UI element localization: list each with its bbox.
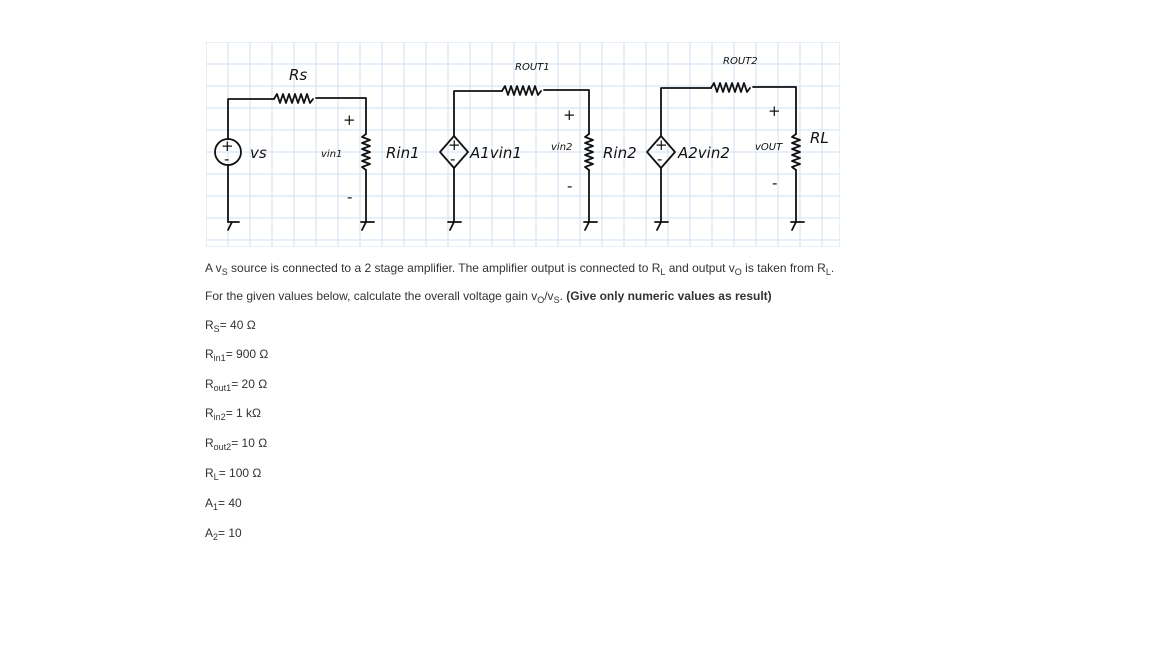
svg-text:+: +: [563, 106, 576, 124]
q1-text-d: is taken from R: [741, 261, 826, 275]
rout2-label: ROUT2: [723, 56, 758, 67]
value-rl: [205, 466, 261, 480]
vin1-label: vin1: [321, 149, 343, 160]
value-base: R: [205, 347, 214, 361]
value-rest: = 20 Ω: [231, 377, 268, 391]
value-base: R: [205, 377, 214, 391]
a2vin2-label: A2vin2: [678, 144, 730, 162]
value-base: R: [205, 406, 214, 420]
question-line-2: [205, 289, 772, 303]
value-sub: 1: [213, 502, 219, 512]
circuit-diagram: [206, 42, 840, 247]
value-sub: 2: [213, 532, 219, 542]
q2-instruction-bold: (Give only numeric values as result): [566, 289, 772, 303]
rout1-label: ROUT1: [515, 62, 550, 73]
value-base: A: [205, 496, 214, 510]
value-rout1: [205, 377, 267, 391]
svg-text:-: -: [450, 150, 456, 168]
rin2-label: Rin2: [603, 144, 637, 162]
rin1-label: Rin1: [386, 144, 420, 162]
rl-label: RL: [810, 129, 829, 147]
value-rest: = 10 Ω: [231, 436, 268, 450]
a1vin1-label: A1vin1: [470, 144, 522, 162]
rs-label: Rs: [289, 66, 308, 84]
svg-text:-: -: [657, 150, 663, 168]
vin2-label: vin2: [551, 142, 573, 153]
value-a1: [205, 496, 242, 510]
q1-text-b: source is connected to a 2 stage amplifier. The amplifier output is connected to R: [227, 261, 661, 275]
value-sub: out2: [213, 442, 232, 452]
vs-label: vs: [250, 144, 267, 162]
value-rest: = 10: [218, 526, 242, 540]
q1-sub-s: S: [221, 267, 228, 277]
value-base: R: [205, 466, 214, 480]
q1-sub-l: L: [660, 267, 666, 277]
q1-text-a: A v: [205, 261, 222, 275]
value-rest: = 40 Ω: [219, 318, 256, 332]
value-rest: = 900 Ω: [225, 347, 269, 361]
svg-text:+: +: [221, 137, 234, 155]
vout-label: vOUT: [755, 142, 783, 153]
value-rin1: [205, 347, 268, 361]
q1-text-c: and output v: [665, 261, 735, 275]
q2-text-b: /v: [544, 289, 554, 303]
svg-text:-: -: [567, 177, 573, 195]
value-sub: in2: [213, 412, 226, 422]
svg-text:+: +: [343, 111, 356, 129]
value-sub: in1: [213, 353, 226, 363]
q2-text-a: For the given values below, calculate the overall voltage gain v: [205, 289, 538, 303]
value-sub: L: [213, 472, 219, 482]
q2-text-c: .: [559, 289, 567, 303]
svg-text:-: -: [772, 174, 778, 192]
svg-text:+: +: [448, 136, 461, 154]
value-rs: [205, 318, 256, 332]
value-rout2: [205, 436, 267, 450]
q1-text-e: .: [830, 261, 835, 275]
svg-text:-: -: [347, 188, 353, 206]
svg-text:-: -: [224, 150, 230, 168]
svg-text:+: +: [655, 136, 668, 154]
value-sub: out1: [213, 383, 232, 393]
value-rest: = 1 kΩ: [225, 406, 262, 420]
value-rest: = 40: [218, 496, 242, 510]
value-base: R: [205, 318, 214, 332]
value-base: R: [205, 436, 214, 450]
q1-sub-o: O: [734, 267, 742, 277]
q1-sub-l2: L: [825, 267, 831, 277]
value-sub: S: [213, 324, 220, 334]
value-rest: = 100 Ω: [218, 466, 262, 480]
q2-sub-o: O: [537, 295, 545, 305]
value-a2: [205, 526, 242, 540]
value-base: A: [205, 526, 214, 540]
question-line-1: [205, 261, 834, 275]
q2-sub-s: S: [553, 295, 560, 305]
svg-text:+: +: [768, 102, 781, 120]
value-rin2: [205, 406, 261, 420]
